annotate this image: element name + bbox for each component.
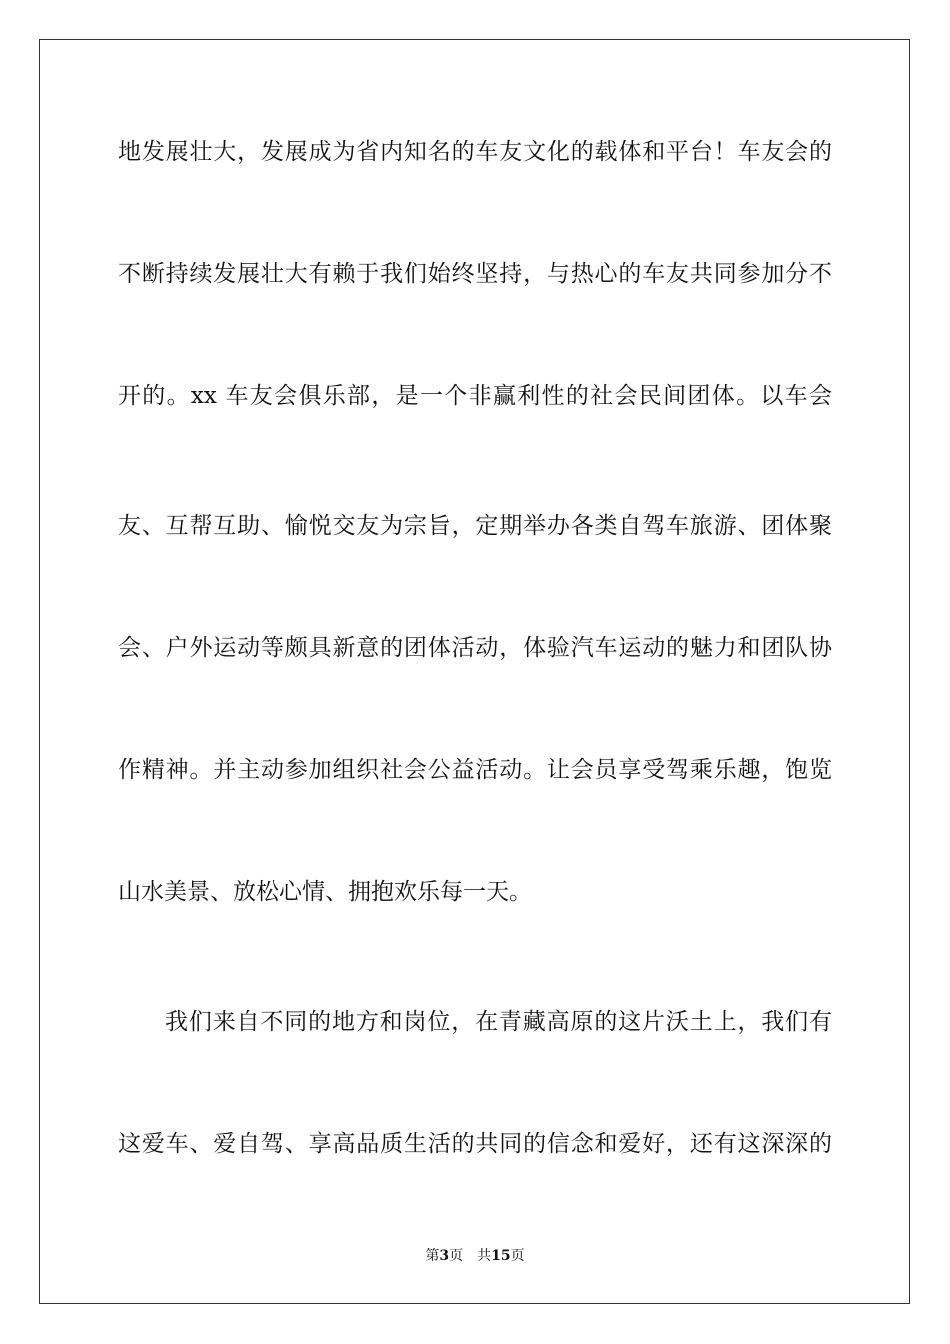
paragraph-line-9: 这爱车、爱自驾、享高品质生活的共同的信念和爱好，还有这深深的	[118, 1131, 832, 1157]
paragraph-line-4: 友、互帮互助、愉悦交友为宗旨，定期举办各类自驾车旅游、团体聚	[118, 513, 832, 539]
paragraph-line-2: 不断持续发展壮大有赖于我们始终坚持，与热心的车友共同参加分不	[118, 261, 832, 287]
paragraph-line-1: 地发展壮大，发展成为省内知名的车友文化的载体和平台！车友会的	[118, 139, 832, 165]
footer-page-suffix: 页	[449, 1248, 464, 1264]
footer-page-number: 3	[439, 1248, 450, 1264]
footer-total-pages: 15	[491, 1248, 511, 1264]
paragraph-line-3: 开的。xx 车友会俱乐部，是一个非赢利性的社会民间团体。以车会	[118, 383, 832, 409]
footer-total-suffix: 页	[510, 1248, 525, 1264]
paragraph-line-6: 作精神。并主动参加组织社会公益活动。让会员享受驾乘乐趣，饱览	[118, 757, 832, 783]
page-border	[39, 39, 910, 1304]
footer-total-prefix: 共	[477, 1248, 492, 1264]
paragraph-line-7: 山水美景、放松心情、拥抱欢乐每一天。	[118, 879, 532, 905]
page-footer	[0, 1246, 950, 1266]
footer-page-prefix: 第	[425, 1248, 440, 1264]
paragraph-line-8: 我们来自不同的地方和岗位，在青藏高原的这片沃土上，我们有	[165, 1009, 832, 1035]
paragraph-line-5: 会、户外运动等颇具新意的团体活动，体验汽车运动的魅力和团队协	[118, 635, 832, 661]
